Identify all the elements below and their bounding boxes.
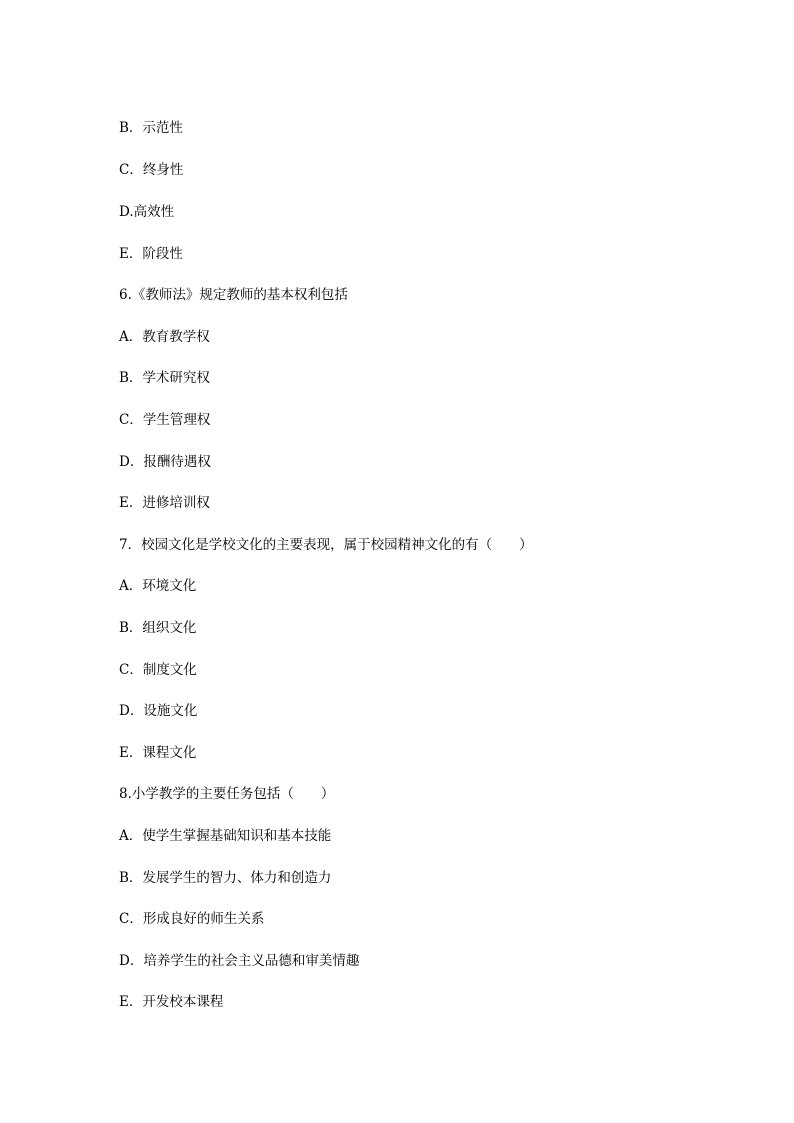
option-c-q6: C．学生管理权 bbox=[119, 412, 211, 428]
option-e-q7: E．课程文化 bbox=[119, 745, 197, 761]
question-6: 6.《教师法》规定教师的基本权利包括 bbox=[119, 287, 348, 303]
option-b-q8: B．发展学生的智力、体力和创造力 bbox=[119, 870, 332, 886]
option-a-q8: A．使学生掌握基础知识和基本技能 bbox=[119, 828, 332, 844]
option-c-q7: C．制度文化 bbox=[119, 662, 197, 678]
option-d-q5: D.高效性 bbox=[119, 204, 175, 220]
option-b-q5: B．示范性 bbox=[119, 120, 183, 136]
option-d-q6: D．报酬待遇权 bbox=[119, 454, 211, 470]
option-a-q6: A．教育教学权 bbox=[119, 329, 210, 345]
option-c-q5: C．终身性 bbox=[119, 162, 184, 178]
option-d-q7: D．设施文化 bbox=[119, 703, 198, 719]
option-e-q6: E．进修培训权 bbox=[119, 495, 210, 511]
option-d-q8: D．培养学生的社会主义品德和审美情趣 bbox=[119, 953, 360, 969]
option-e-q5: E．阶段性 bbox=[119, 246, 183, 262]
option-b-q7: B．组织文化 bbox=[119, 620, 197, 636]
option-c-q8: C．形成良好的师生关系 bbox=[119, 911, 265, 927]
question-8: 8.小学教学的主要任务包括（ ） bbox=[119, 786, 335, 802]
option-b-q6: B．学术研究权 bbox=[119, 370, 210, 386]
question-7: 7．校园文化是学校文化的主要表现，属于校园精神文化的有（ ） bbox=[119, 537, 533, 553]
option-a-q7: A．环境文化 bbox=[119, 578, 197, 594]
option-e-q8: E．开发校本课程 bbox=[119, 994, 224, 1010]
